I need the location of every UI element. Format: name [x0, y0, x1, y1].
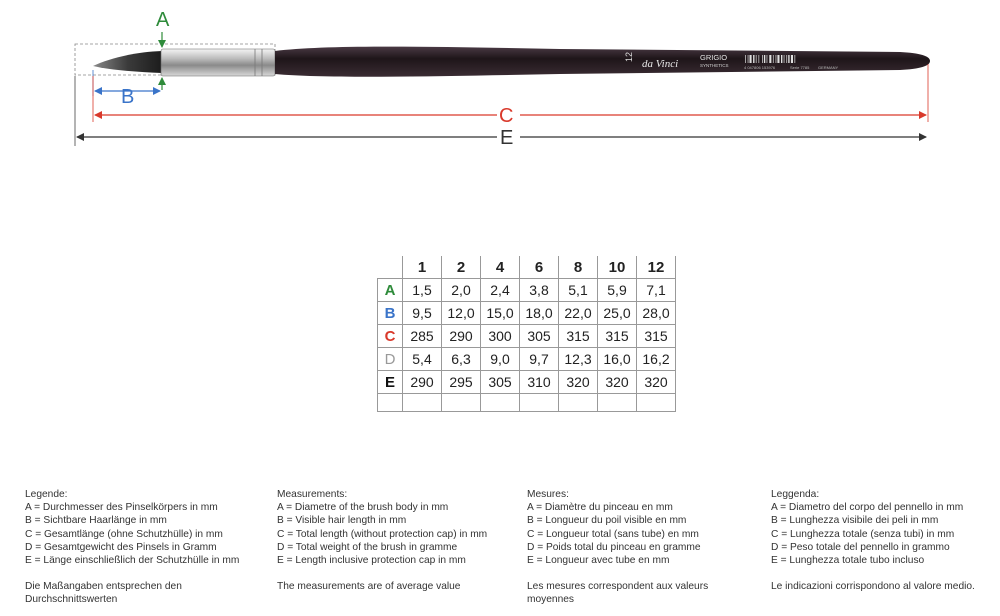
table-row: [378, 371, 676, 394]
imprint-country: GERMANY: [818, 65, 839, 70]
table-cell: 2,0: [442, 279, 481, 302]
corner-cell: [378, 256, 403, 279]
brush-handle: [275, 47, 930, 77]
table-row: [378, 279, 676, 302]
brush-ferrule: [161, 49, 275, 76]
legend-item: E = Longueur avec tube en mm: [527, 555, 670, 567]
legend-heading: Mesures:: [527, 489, 569, 500]
size-header-row: [378, 256, 676, 279]
size-header-cell: 1: [403, 256, 442, 279]
legend-item: E = Länge einschließlich der Schutzhülle in mm: [25, 555, 240, 567]
row-label: E: [378, 371, 403, 394]
legend-heading: Measurements:: [277, 489, 348, 500]
table-row: [378, 302, 676, 325]
table-cell: 16,0: [598, 348, 637, 371]
imprint-size: 12: [624, 51, 634, 62]
legend-item: A = Durchmesser des Pinselkörpers in mm: [25, 502, 218, 514]
size-header-cell: 12: [637, 256, 676, 279]
dim-label-c: C: [499, 105, 514, 127]
dim-label-b: B: [121, 86, 135, 108]
table-empty-row: [378, 394, 676, 412]
legend-item: C = Lunghezza totale (senza tubi) in mm: [771, 528, 955, 540]
brush-hair: [93, 51, 162, 73]
row-label: D: [378, 348, 403, 371]
table-cell: 300: [481, 325, 520, 348]
imprint-code: 4 047806 153976: [744, 65, 776, 70]
table-cell: 310: [520, 371, 559, 394]
table-cell: 1,5: [403, 279, 442, 302]
size-header-cell: 2: [442, 256, 481, 279]
table-cell: 5,1: [559, 279, 598, 302]
table-cell: 320: [598, 371, 637, 394]
legend-note-line: Die Maßangaben entsprechen den: [25, 581, 182, 593]
brush-diagram: [0, 0, 1000, 160]
table-cell: 3,8: [520, 279, 559, 302]
legend-note: [25, 580, 239, 606]
table-cell: 305: [520, 325, 559, 348]
table-empty-cell: [442, 394, 481, 412]
legend-item: B = Visible hair length in mm: [277, 515, 407, 527]
table-cell: 28,0: [637, 302, 676, 325]
legend-item: D = Total weight of the brush in gramme: [277, 541, 458, 553]
table-cell: 315: [598, 325, 637, 348]
legend-french: [527, 488, 708, 607]
table-empty-cell: [378, 394, 403, 412]
legend-item: A = Diametre of the brush body in mm: [277, 502, 449, 514]
legend-german: [25, 488, 239, 607]
table-cell: 16,2: [637, 348, 676, 371]
imprint-brand: da Vinci: [642, 58, 679, 70]
legend-item: B = Longueur du poil visible en mm: [527, 515, 687, 527]
imprint-subline: SYNTHETICS: [700, 63, 729, 68]
legend-item: C = Longueur total (sans tube) en mm: [527, 528, 699, 540]
legend-note-line: The measurements are of average value: [277, 581, 461, 593]
size-header-cell: 8: [559, 256, 598, 279]
table-cell: 320: [559, 371, 598, 394]
imprint-serie: Serie 7785: [790, 65, 810, 70]
table-cell: 285: [403, 325, 442, 348]
table-cell: 315: [559, 325, 598, 348]
table-cell: 5,4: [403, 348, 442, 371]
legend-note-line: Le indicazioni corrispondono al valore medio.: [771, 581, 975, 593]
legend-italian: [771, 488, 975, 593]
legend-item: B = Lunghezza visibile dei peli in mm: [771, 515, 939, 527]
size-header-cell: 4: [481, 256, 520, 279]
table-cell: 15,0: [481, 302, 520, 325]
table-empty-cell: [598, 394, 637, 412]
table-cell: 305: [481, 371, 520, 394]
table-cell: 12,0: [442, 302, 481, 325]
table-empty-cell: [403, 394, 442, 412]
legend-item: E = Length inclusive protection cap in mm: [277, 555, 466, 567]
size-header-cell: 10: [598, 256, 637, 279]
legend-note-line: Durchschnittswerten: [25, 594, 118, 606]
table-row: [378, 348, 676, 371]
legend-item: A = Diametro del corpo del pennello in mm: [771, 502, 964, 514]
table-cell: 7,1: [637, 279, 676, 302]
table-cell: 9,5: [403, 302, 442, 325]
legend-item: D = Peso totale del pennello in grammo: [771, 541, 950, 553]
table-empty-cell: [637, 394, 676, 412]
table-empty-cell: [481, 394, 520, 412]
legend-note-line: Les mesures correspondent aux valeurs: [527, 581, 709, 593]
dim-label-e: E: [500, 127, 514, 149]
table-cell: 9,7: [520, 348, 559, 371]
legend-item: E = Lunghezza totale tubo incluso: [771, 555, 925, 567]
table-cell: 18,0: [520, 302, 559, 325]
table-cell: 320: [637, 371, 676, 394]
row-label: B: [378, 302, 403, 325]
table-cell: 9,0: [481, 348, 520, 371]
legend-item: A = Diamètre du pinceau en mm: [527, 502, 673, 514]
row-label: A: [378, 279, 403, 302]
table-cell: 290: [403, 371, 442, 394]
row-label: C: [378, 325, 403, 348]
table-empty-cell: [520, 394, 559, 412]
table-cell: 5,9: [598, 279, 637, 302]
legend-heading: Legende:: [25, 489, 68, 500]
legend-item: B = Sichtbare Haarlänge in mm: [25, 515, 167, 527]
table-cell: 2,4: [481, 279, 520, 302]
legend-note: [527, 580, 708, 606]
size-table: [377, 256, 676, 412]
legend-item: C = Gesamtlänge (ohne Schutzhülle) in mm: [25, 528, 223, 540]
table-cell: 22,0: [559, 302, 598, 325]
table-empty-cell: [559, 394, 598, 412]
legend-english: [277, 488, 487, 593]
table-cell: 12,3: [559, 348, 598, 371]
legend-note-line: moyennes: [527, 594, 575, 606]
size-header-cell: 6: [520, 256, 559, 279]
table-cell: 6,3: [442, 348, 481, 371]
table-cell: 290: [442, 325, 481, 348]
legend-item: D = Poids total du pinceau en gramme: [527, 541, 701, 553]
table-row: [378, 325, 676, 348]
legend-note: [277, 580, 487, 593]
legend-heading: Leggenda:: [771, 489, 820, 500]
legend-note: [771, 580, 975, 593]
table-cell: 315: [637, 325, 676, 348]
table-cell: 295: [442, 371, 481, 394]
table-cell: 25,0: [598, 302, 637, 325]
legend-item: D = Gesamtgewicht des Pinsels in Gramm: [25, 541, 217, 553]
dim-label-a: A: [156, 9, 170, 31]
imprint-line: GRIGIO: [700, 53, 728, 62]
legend-item: C = Total length (without protection cap) in mm: [277, 528, 488, 540]
